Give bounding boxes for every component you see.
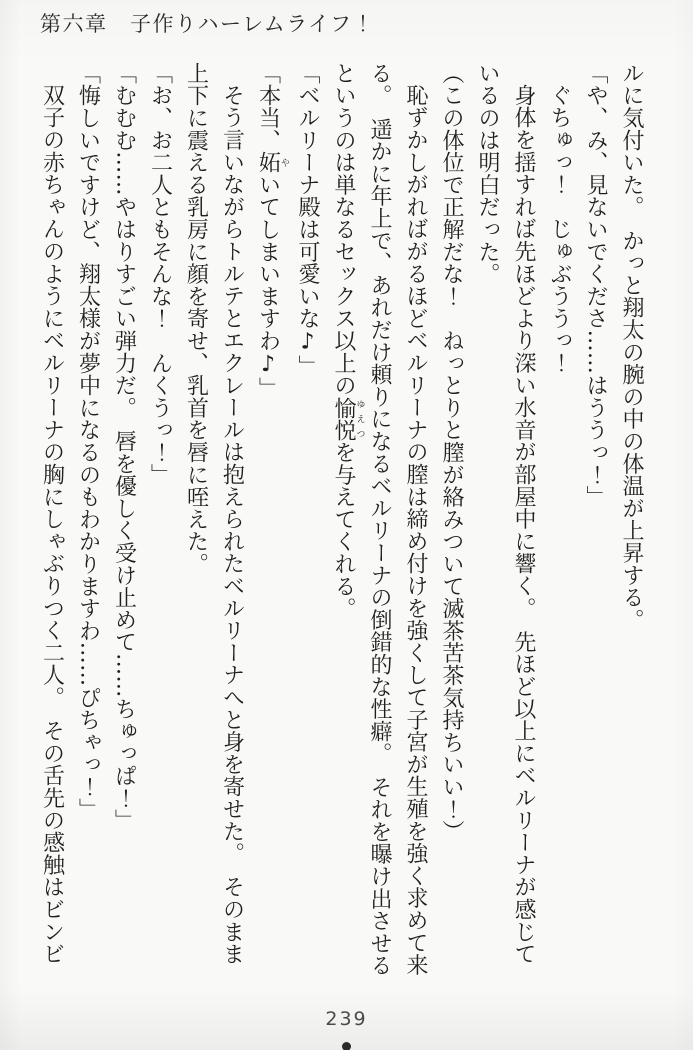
page-ornament-dot (342, 1042, 351, 1050)
paragraph: そう言いながらトルテとエクレールは抱えられたベルリーナへと身を寄せた。 そのまま上下に震える乳房に顔を寄せ、乳首を唇に咥えた。 (183, 62, 245, 965)
paragraph: 「本当、妬やいてしまいますわ♪」 (255, 62, 289, 400)
page-number: 239 (325, 1008, 368, 1030)
paragraph: （この体位で正解だな！ ねっとりと膣が絡みついて滅茶苦茶気持ちいい！） (439, 62, 464, 843)
chapter-header: 第六章 子作りハーレムライフ！ (40, 12, 375, 36)
paragraph: 「や、み、見ないでくださ……はううっ！」 (583, 62, 608, 508)
paragraph: 「むむむ……やはりすごい弾力だ。 唇を優しく受け止めて……ちゅっぱ！」 (111, 62, 137, 832)
paragraph: 「悔しいですけど、翔太様が夢中になるのもわかりますわ……ぴちゃっ！」 (75, 62, 101, 821)
paragraph: 「ベルリーナ殿は可愛いな♪」 (295, 62, 320, 378)
paragraph: 「お、お二人ともそんな！ んくうっ！」 (147, 62, 173, 486)
paragraph: 身体を揺すれば先ほどより深い水音が部屋中に響く。 先ほど以上にベルリーナが感じているのは明白だった。 (475, 62, 536, 965)
paragraph: ぐちゅっ！ じゅぶううっ！ (547, 84, 572, 374)
paragraph: 双子の赤ちゃんのようにベルリーナの胸にしゃぶりつく二人。 その舌先の感触はビンビ (39, 84, 65, 965)
furigana-ruby: 妬や (255, 151, 289, 174)
paragraph: 恥ずかしがればがるほどベルリーナの膣は締め付けを強くして子宮が生殖を強く求めて来る。 遥かに年上で、あれだけ頼りになるベルリーナの倒錯的な性癖。 それを曝け出させるというのは単なるセックス以上の愉悦ゆえつを与えてくれる。 (331, 62, 428, 977)
paragraph: ルに気付いた。 かっと翔太の腕の中の体温が上昇する。 (619, 62, 644, 631)
furigana-ruby: 愉悦ゆえつ (331, 396, 365, 442)
body-text (33, 62, 649, 982)
